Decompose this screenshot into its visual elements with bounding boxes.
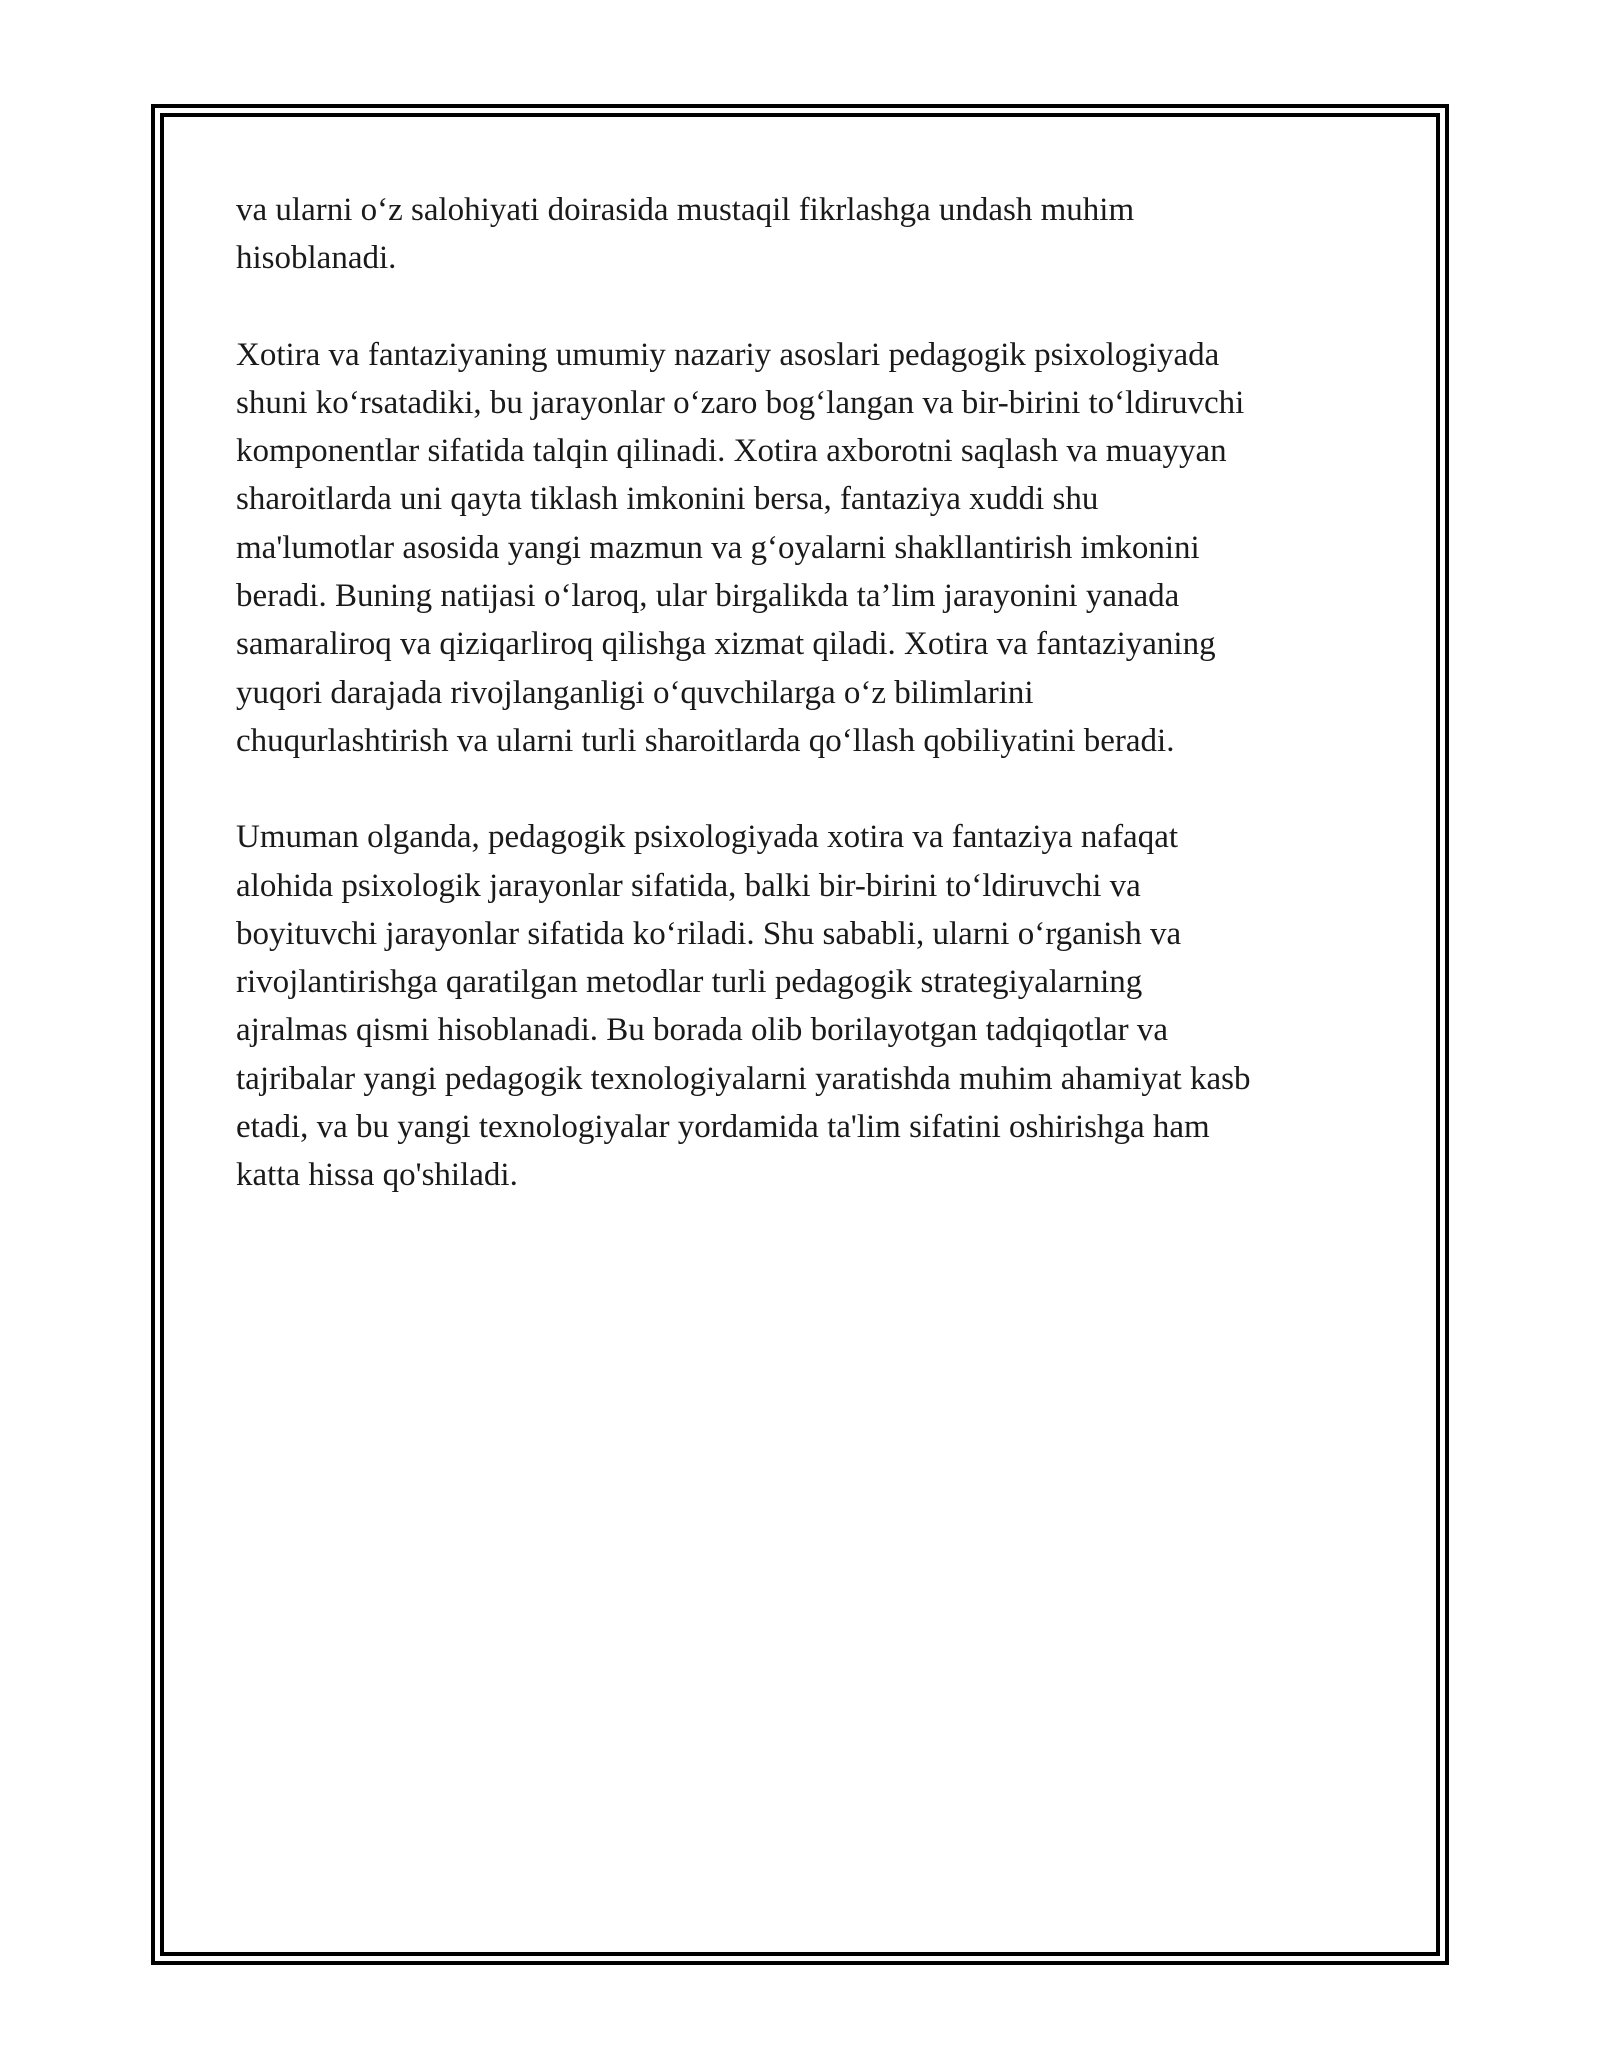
paragraph-conclusion: Umuman olganda, pedagogik psixologiyada xotira va fantaziya nafaqat alohida psixologik jarayonlar sifatida, balki bir-birini to‘ldiruvchi va boyituvchi jarayonlar sifatida ko‘riladi. Shu sababli, ularni o‘rganish va rivojlantirishga qaratilgan metodlar turli pedagogik strategiyalarning ajralmas qismi hisoblanadi. Bu borada olib borilayotgan tadqiqotlar va tajribalar yangi pedagogik texnologiyalarni yaratishda muhim ahamiyat kasb etadi, va bu yangi texnologiyalar yordamida ta'lim sifatini oshirishga ham katta hissa qo'shiladi. [236, 819, 1251, 1194]
paragraph-continuation: va ularni o‘z salohiyati doirasida mustaqil fikrlashga undash muhim hisoblanadi. [236, 192, 1135, 277]
page-body [236, 186, 1386, 1248]
paragraph-theoretical-foundations: Xotira va fantaziyaning umumiy nazariy asoslari pedagogik psixologiyada shuni ko‘rsatadiki, bu jarayonlar o‘zaro bog‘langan va bir-birini to‘ldiruvchi komponentlar sifatida talqin qilinadi. Xotira axborotni saqlash va muayyan sharoitlarda uni qayta tiklash imkonini bersa, fantaziya xuddi shu ma'lumotlar asosida yangi mazmun va g‘oyalarni shakllantirish imkonini beradi. Buning natijasi o‘laroq, ular birgalikda ta’lim jarayonini yanada samaraliroq va qiziqarliroq qilishga xizmat qiladi. Xotira va fantaziyaning yuqori darajada rivojlanganligi o‘quvchilarga o‘z bilimlarini chuqurlashtirish va ularni turli sharoitlarda qo‘llash qobiliyatini beradi. [236, 336, 1245, 759]
